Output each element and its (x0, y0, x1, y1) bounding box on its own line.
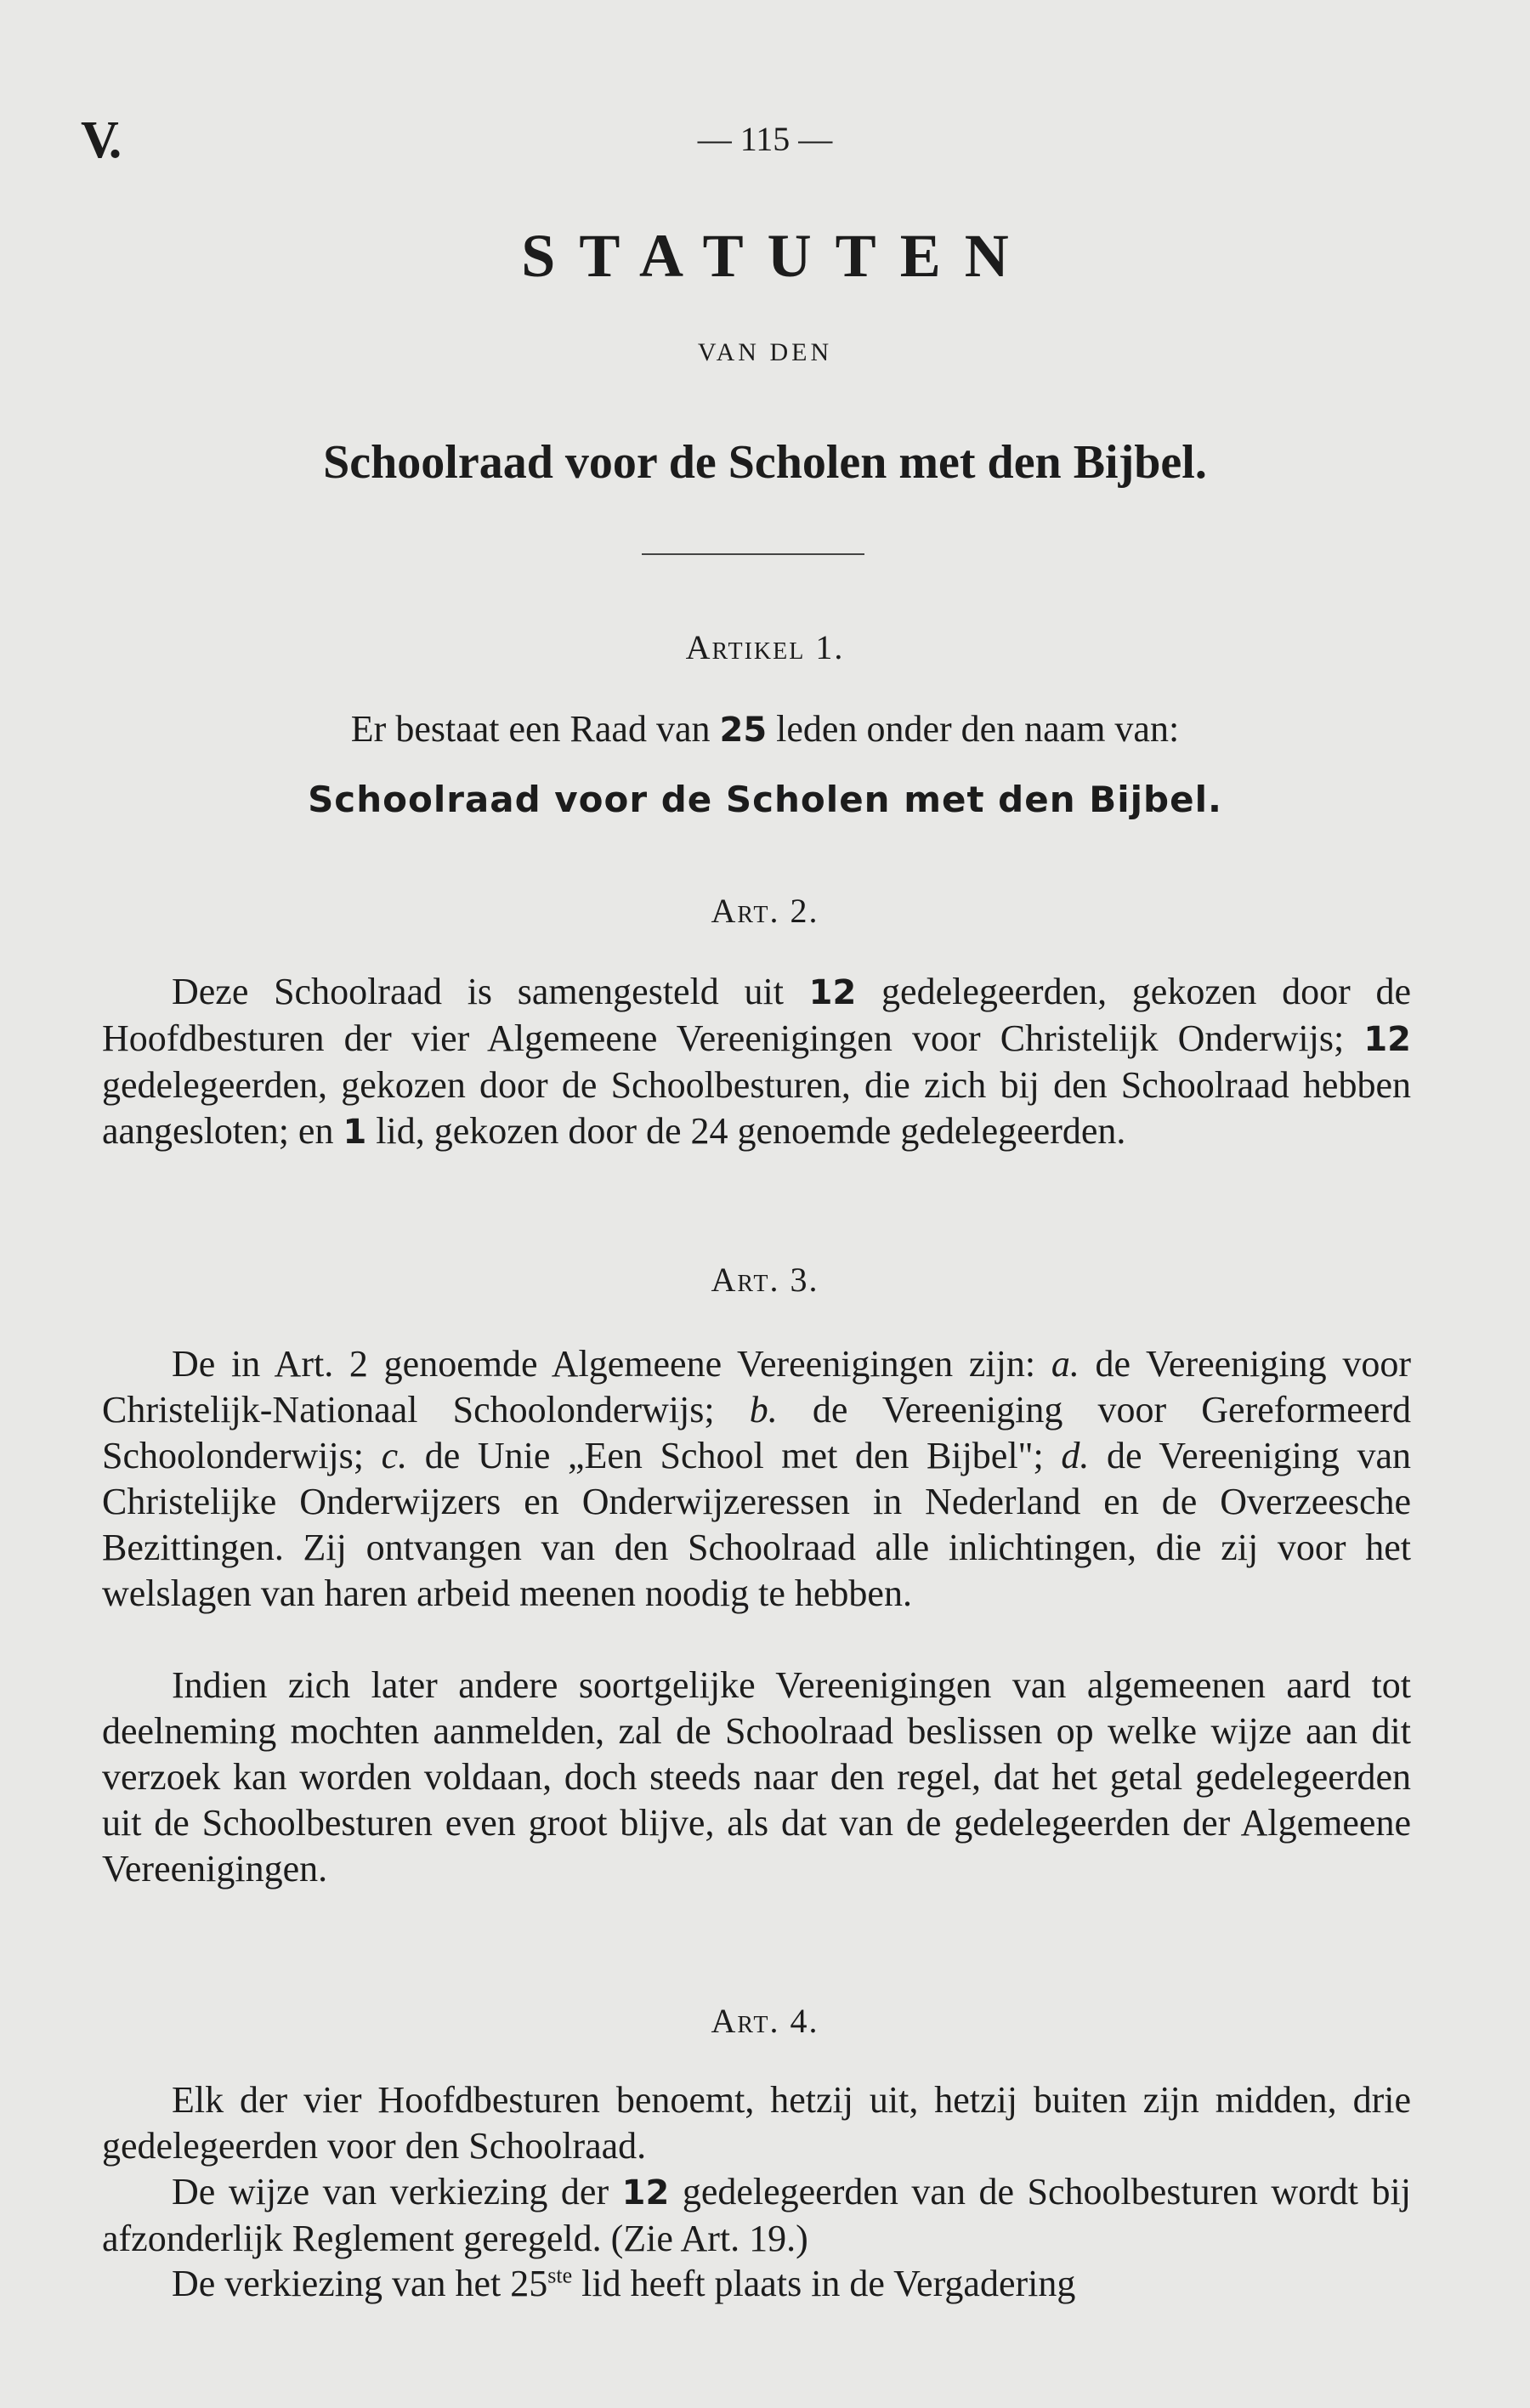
article-3-text-a: De in Art. 2 genoemde Algemeene Vereenigingen zijn: (172, 1343, 1051, 1385)
page-subtitle: Schoolraad voor de Scholen met den Bijbel. (323, 436, 1207, 489)
article-3-text-c: de Vereeniging voor Gereformeerd Schoolonderwijs; (102, 1389, 1411, 1476)
page-number: — 115 — (697, 120, 833, 158)
article-3-letter-a: a. (1051, 1343, 1080, 1385)
article-3-text-e: de Vereeniging van Christelijke Onderwijzers en Onderwijzeressen in Nederland en de Overzeesche Bezittingen. Zij ontvangen van den Schoolraad alle inlichtingen, die zij voor het welslagen van haren arbeid meenen noodig te hebben. (102, 1435, 1411, 1614)
article-3-paragraph-2: Indien zich later andere soortgelijke Vereenigingen van algemeenen aard tot deelneming mochten aanmelden, zal de Schoolraad beslissen op welke wijze aan dit verzoek kan worden voldaan, doch steeds naar den regel, dat het getal gedelegeerden uit de Schoolbesturen even groot blijve, als dat van de gedelegeerden der Algemeene Vereenigingen. (102, 1664, 1411, 1890)
article-2-text-4: lid, gekozen door de 24 genoemde gedelegeerden. (366, 1110, 1126, 1152)
article-2-number-3: 1 (343, 1113, 367, 1152)
article-2-paragraph (102, 969, 1411, 1155)
article-1-text-post: leden onder den naam van: (767, 708, 1180, 750)
article-4-number: 12 (621, 2173, 670, 2213)
article-4-superscript: ste (547, 2263, 573, 2288)
article-3-heading: Art. 3. (711, 1261, 819, 1299)
article-2-heading: Art. 2. (711, 892, 819, 930)
article-1-text (0, 707, 1530, 751)
article-2-text-2: gedelegeerden, gekozen door de Hoofdbesturen der vier Algemeene Vereenigingen voor Christelijk Onderwijs; (102, 971, 1411, 1059)
article-3-letter-b: b. (749, 1389, 778, 1431)
article-2-number-1: 12 (808, 973, 857, 1012)
article-4-paragraph-3 (102, 2261, 1411, 2307)
page-title: STATUTEN (521, 222, 1033, 290)
article-4-paragraph-1: Elk der vier Hoofdbesturen benoemt, hetzij uit, hetzij buiten zijn midden, drie gedelegeerden voor den Schoolraad. (102, 2079, 1411, 2167)
article-4-text-b: gedelegeerden van de Schoolbesturen wordt bij afzonderlijk Reglement geregeld. (Zie Art. 19.) (102, 2171, 1411, 2259)
article-2-text-3: gedelegeerden, gekozen door de Schoolbesturen, die zich bij den Schoolraad hebben aangesloten; en (102, 1064, 1411, 1152)
article-1-text-pre: Er bestaat een Raad van (350, 708, 720, 750)
article-3-paragraph-1 (102, 1341, 1411, 1617)
article-3-letter-d: d. (1061, 1435, 1090, 1476)
article-3-text-d: de Unie „Een School met den Bijbel"; (407, 1435, 1062, 1476)
divider-rule (642, 553, 864, 555)
van-den-label: VAN DEN (697, 338, 833, 366)
article-2-text-1: Deze Schoolraad is samengesteld uit (172, 971, 809, 1012)
article-1-heading: Artikel 1. (685, 628, 845, 666)
article-3-letter-c: c. (381, 1435, 408, 1476)
article-4-text-c: De verkiezing van het 25 (172, 2263, 548, 2304)
article-4-text-a: De wijze van verkiezing der (172, 2171, 622, 2213)
article-1-count: 25 (719, 711, 768, 750)
article-3-text-b: de Vereeniging voor Christelijk-Nationaal Schoolonderwijs; (102, 1343, 1411, 1431)
article-4-paragraph-2 (102, 2169, 1411, 2262)
article-4-text-d: lid heeft plaats in de Vergadering (572, 2263, 1076, 2304)
article-2-number-2: 12 (1363, 1020, 1411, 1059)
article-4-heading: Art. 4. (711, 2002, 819, 2040)
article-1-council-name: Schoolraad voor de Scholen met den Bijbel. (308, 779, 1222, 820)
corner-mark: V. (81, 111, 119, 169)
